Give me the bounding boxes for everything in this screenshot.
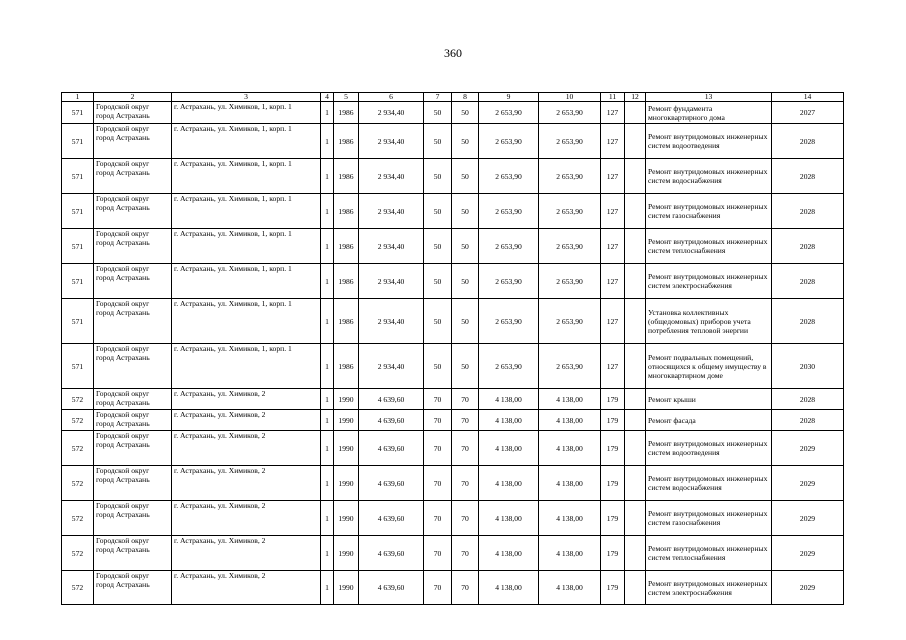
entrances-cell: 1 bbox=[321, 571, 334, 605]
c12-cell bbox=[625, 229, 646, 264]
row-number: 572 bbox=[62, 536, 94, 571]
table-row bbox=[62, 501, 844, 536]
district-cell: Городской округ город Астрахань bbox=[94, 501, 172, 536]
c9-cell: 4 138,00 bbox=[479, 571, 539, 605]
column-number: 3 bbox=[172, 93, 321, 102]
c10-cell: 4 138,00 bbox=[539, 501, 601, 536]
c8-cell: 50 bbox=[452, 344, 479, 389]
c9-cell: 2 653,90 bbox=[479, 159, 539, 194]
c10-cell: 4 138,00 bbox=[539, 466, 601, 501]
c7-cell: 50 bbox=[424, 344, 452, 389]
area-cell: 2 934,40 bbox=[359, 102, 424, 124]
row-number: 571 bbox=[62, 194, 94, 229]
address-cell: г. Астрахань, ул. Химиков, 1, корп. 1 bbox=[172, 229, 321, 264]
work-type-cell: Ремонт внутридомовых инженерных систем водоснабжения bbox=[646, 159, 772, 194]
column-number: 9 bbox=[479, 93, 539, 102]
c7-cell: 70 bbox=[424, 466, 452, 501]
year-cell: 1990 bbox=[334, 431, 359, 466]
address-cell: г. Астрахань, ул. Химиков, 2 bbox=[172, 501, 321, 536]
entrances-cell: 1 bbox=[321, 431, 334, 466]
entrances-cell: 1 bbox=[321, 124, 334, 159]
residents-cell: 179 bbox=[601, 389, 625, 410]
year-cell: 1990 bbox=[334, 410, 359, 431]
table-row bbox=[62, 102, 844, 124]
row-number: 571 bbox=[62, 124, 94, 159]
district-cell: Городской округ город Астрахань bbox=[94, 299, 172, 344]
work-type-cell: Ремонт внутридомовых инженерных систем газоснабжения bbox=[646, 194, 772, 229]
address-cell: г. Астрахань, ул. Химиков, 2 bbox=[172, 410, 321, 431]
c9-cell: 4 138,00 bbox=[479, 410, 539, 431]
table-row bbox=[62, 344, 844, 389]
c12-cell bbox=[625, 389, 646, 410]
c10-cell: 4 138,00 bbox=[539, 536, 601, 571]
row-number: 571 bbox=[62, 229, 94, 264]
row-number: 571 bbox=[62, 264, 94, 299]
c7-cell: 50 bbox=[424, 102, 452, 124]
work-type-cell: Ремонт фундамента многоквартирного дома bbox=[646, 102, 772, 124]
column-number: 6 bbox=[359, 93, 424, 102]
row-number: 572 bbox=[62, 431, 94, 466]
table-row bbox=[62, 466, 844, 501]
year-cell: 1986 bbox=[334, 102, 359, 124]
c12-cell bbox=[625, 299, 646, 344]
c10-cell: 2 653,90 bbox=[539, 344, 601, 389]
year-cell: 1990 bbox=[334, 466, 359, 501]
c9-cell: 4 138,00 bbox=[479, 536, 539, 571]
year-cell: 1986 bbox=[334, 229, 359, 264]
column-number: 11 bbox=[601, 93, 625, 102]
c9-cell: 4 138,00 bbox=[479, 466, 539, 501]
c9-cell: 2 653,90 bbox=[479, 102, 539, 124]
residents-cell: 127 bbox=[601, 344, 625, 389]
c7-cell: 50 bbox=[424, 159, 452, 194]
area-cell: 2 934,40 bbox=[359, 194, 424, 229]
table-row bbox=[62, 410, 844, 431]
c10-cell: 2 653,90 bbox=[539, 299, 601, 344]
c12-cell bbox=[625, 501, 646, 536]
row-number: 572 bbox=[62, 571, 94, 605]
district-cell: Городской округ город Астрахань bbox=[94, 536, 172, 571]
plan-year-cell: 2028 bbox=[772, 410, 844, 431]
address-cell: г. Астрахань, ул. Химиков, 1, корп. 1 bbox=[172, 124, 321, 159]
c12-cell bbox=[625, 159, 646, 194]
c9-cell: 2 653,90 bbox=[479, 299, 539, 344]
district-cell: Городской округ город Астрахань bbox=[94, 466, 172, 501]
table-row bbox=[62, 299, 844, 344]
c8-cell: 50 bbox=[452, 299, 479, 344]
c7-cell: 50 bbox=[424, 124, 452, 159]
residents-cell: 127 bbox=[601, 159, 625, 194]
residents-cell: 127 bbox=[601, 229, 625, 264]
area-cell: 4 639,60 bbox=[359, 466, 424, 501]
c9-cell: 2 653,90 bbox=[479, 344, 539, 389]
plan-year-cell: 2029 bbox=[772, 466, 844, 501]
residents-cell: 179 bbox=[601, 571, 625, 605]
address-cell: г. Астрахань, ул. Химиков, 1, корп. 1 bbox=[172, 159, 321, 194]
plan-year-cell: 2028 bbox=[772, 159, 844, 194]
plan-year-cell: 2028 bbox=[772, 194, 844, 229]
plan-year-cell: 2028 bbox=[772, 389, 844, 410]
c7-cell: 70 bbox=[424, 410, 452, 431]
area-cell: 2 934,40 bbox=[359, 159, 424, 194]
district-cell: Городской округ город Астрахань bbox=[94, 431, 172, 466]
c8-cell: 50 bbox=[452, 264, 479, 299]
capital-repair-table bbox=[61, 92, 844, 605]
entrances-cell: 1 bbox=[321, 536, 334, 571]
c12-cell bbox=[625, 466, 646, 501]
residents-cell: 127 bbox=[601, 102, 625, 124]
plan-year-cell: 2028 bbox=[772, 264, 844, 299]
area-cell: 4 639,60 bbox=[359, 389, 424, 410]
year-cell: 1990 bbox=[334, 389, 359, 410]
table-row bbox=[62, 264, 844, 299]
work-type-cell: Ремонт подвальных помещений, относящихся к общему имуществу в многоквартирном доме bbox=[646, 344, 772, 389]
c10-cell: 4 138,00 bbox=[539, 431, 601, 466]
residents-cell: 127 bbox=[601, 299, 625, 344]
c8-cell: 70 bbox=[452, 431, 479, 466]
year-cell: 1986 bbox=[334, 299, 359, 344]
entrances-cell: 1 bbox=[321, 194, 334, 229]
c8-cell: 70 bbox=[452, 410, 479, 431]
plan-year-cell: 2030 bbox=[772, 344, 844, 389]
district-cell: Городской округ город Астрахань bbox=[94, 344, 172, 389]
c10-cell: 2 653,90 bbox=[539, 229, 601, 264]
page-number: 360 bbox=[444, 46, 462, 60]
row-number: 571 bbox=[62, 159, 94, 194]
column-numbers-row bbox=[62, 93, 844, 102]
column-number: 4 bbox=[321, 93, 334, 102]
c10-cell: 2 653,90 bbox=[539, 194, 601, 229]
entrances-cell: 1 bbox=[321, 264, 334, 299]
area-cell: 2 934,40 bbox=[359, 264, 424, 299]
c8-cell: 70 bbox=[452, 466, 479, 501]
entrances-cell: 1 bbox=[321, 466, 334, 501]
year-cell: 1986 bbox=[334, 159, 359, 194]
entrances-cell: 1 bbox=[321, 159, 334, 194]
row-number: 572 bbox=[62, 410, 94, 431]
c7-cell: 70 bbox=[424, 431, 452, 466]
c10-cell: 2 653,90 bbox=[539, 124, 601, 159]
c8-cell: 50 bbox=[452, 159, 479, 194]
table-row bbox=[62, 124, 844, 159]
column-number: 12 bbox=[625, 93, 646, 102]
table-row bbox=[62, 194, 844, 229]
year-cell: 1986 bbox=[334, 264, 359, 299]
c12-cell bbox=[625, 102, 646, 124]
c10-cell: 2 653,90 bbox=[539, 264, 601, 299]
c8-cell: 70 bbox=[452, 501, 479, 536]
column-number: 13 bbox=[646, 93, 772, 102]
address-cell: г. Астрахань, ул. Химиков, 1, корп. 1 bbox=[172, 344, 321, 389]
table-row bbox=[62, 389, 844, 410]
residents-cell: 179 bbox=[601, 410, 625, 431]
c9-cell: 4 138,00 bbox=[479, 389, 539, 410]
district-cell: Городской округ город Астрахань bbox=[94, 194, 172, 229]
area-cell: 4 639,60 bbox=[359, 571, 424, 605]
address-cell: г. Астрахань, ул. Химиков, 2 bbox=[172, 431, 321, 466]
entrances-cell: 1 bbox=[321, 102, 334, 124]
c12-cell bbox=[625, 124, 646, 159]
address-cell: г. Астрахань, ул. Химиков, 1, корп. 1 bbox=[172, 102, 321, 124]
address-cell: г. Астрахань, ул. Химиков, 2 bbox=[172, 466, 321, 501]
work-type-cell: Ремонт внутридомовых инженерных систем водоотведения bbox=[646, 431, 772, 466]
column-number: 10 bbox=[539, 93, 601, 102]
plan-year-cell: 2027 bbox=[772, 102, 844, 124]
row-number: 571 bbox=[62, 102, 94, 124]
column-number: 5 bbox=[334, 93, 359, 102]
address-cell: г. Астрахань, ул. Химиков, 1, корп. 1 bbox=[172, 194, 321, 229]
c10-cell: 4 138,00 bbox=[539, 389, 601, 410]
c10-cell: 2 653,90 bbox=[539, 159, 601, 194]
residents-cell: 179 bbox=[601, 466, 625, 501]
table-row bbox=[62, 571, 844, 605]
column-number: 1 bbox=[62, 93, 94, 102]
table-row bbox=[62, 431, 844, 466]
c12-cell bbox=[625, 536, 646, 571]
area-cell: 2 934,40 bbox=[359, 124, 424, 159]
c8-cell: 50 bbox=[452, 102, 479, 124]
work-type-cell: Установка коллективных (общедомовых) приборов учета потребления тепловой энергии bbox=[646, 299, 772, 344]
c7-cell: 70 bbox=[424, 571, 452, 605]
residents-cell: 179 bbox=[601, 501, 625, 536]
entrances-cell: 1 bbox=[321, 389, 334, 410]
c12-cell bbox=[625, 344, 646, 389]
district-cell: Городской округ город Астрахань bbox=[94, 264, 172, 299]
entrances-cell: 1 bbox=[321, 229, 334, 264]
residents-cell: 179 bbox=[601, 536, 625, 571]
address-cell: г. Астрахань, ул. Химиков, 1, корп. 1 bbox=[172, 299, 321, 344]
entrances-cell: 1 bbox=[321, 344, 334, 389]
c7-cell: 70 bbox=[424, 501, 452, 536]
plan-year-cell: 2029 bbox=[772, 571, 844, 605]
c8-cell: 70 bbox=[452, 571, 479, 605]
address-cell: г. Астрахань, ул. Химиков, 2 bbox=[172, 536, 321, 571]
c7-cell: 50 bbox=[424, 229, 452, 264]
c10-cell: 4 138,00 bbox=[539, 410, 601, 431]
c10-cell: 4 138,00 bbox=[539, 571, 601, 605]
work-type-cell: Ремонт внутридомовых инженерных систем электроснабжения bbox=[646, 571, 772, 605]
c9-cell: 2 653,90 bbox=[479, 264, 539, 299]
area-cell: 4 639,60 bbox=[359, 410, 424, 431]
residents-cell: 127 bbox=[601, 124, 625, 159]
column-number: 14 bbox=[772, 93, 844, 102]
district-cell: Городской округ город Астрахань bbox=[94, 102, 172, 124]
area-cell: 4 639,60 bbox=[359, 431, 424, 466]
c7-cell: 70 bbox=[424, 536, 452, 571]
column-number: 7 bbox=[424, 93, 452, 102]
c9-cell: 2 653,90 bbox=[479, 124, 539, 159]
work-type-cell: Ремонт внутридомовых инженерных систем теплоснабжения bbox=[646, 229, 772, 264]
entrances-cell: 1 bbox=[321, 299, 334, 344]
row-number: 571 bbox=[62, 344, 94, 389]
year-cell: 1990 bbox=[334, 501, 359, 536]
plan-year-cell: 2028 bbox=[772, 229, 844, 264]
year-cell: 1990 bbox=[334, 571, 359, 605]
year-cell: 1986 bbox=[334, 124, 359, 159]
entrances-cell: 1 bbox=[321, 501, 334, 536]
table-row bbox=[62, 229, 844, 264]
c12-cell bbox=[625, 264, 646, 299]
c8-cell: 70 bbox=[452, 536, 479, 571]
c8-cell: 50 bbox=[452, 194, 479, 229]
work-type-cell: Ремонт фасада bbox=[646, 410, 772, 431]
district-cell: Городской округ город Астрахань bbox=[94, 229, 172, 264]
table-row bbox=[62, 159, 844, 194]
area-cell: 2 934,40 bbox=[359, 229, 424, 264]
district-cell: Городской округ город Астрахань bbox=[94, 124, 172, 159]
c7-cell: 50 bbox=[424, 299, 452, 344]
row-number: 571 bbox=[62, 299, 94, 344]
work-type-cell: Ремонт внутридомовых инженерных систем электроснабжения bbox=[646, 264, 772, 299]
area-cell: 2 934,40 bbox=[359, 344, 424, 389]
c9-cell: 2 653,90 bbox=[479, 194, 539, 229]
c9-cell: 4 138,00 bbox=[479, 431, 539, 466]
entrances-cell: 1 bbox=[321, 410, 334, 431]
residents-cell: 179 bbox=[601, 431, 625, 466]
address-cell: г. Астрахань, ул. Химиков, 2 bbox=[172, 571, 321, 605]
address-cell: г. Астрахань, ул. Химиков, 2 bbox=[172, 389, 321, 410]
c8-cell: 50 bbox=[452, 124, 479, 159]
c12-cell bbox=[625, 431, 646, 466]
work-type-cell: Ремонт внутридомовых инженерных систем теплоснабжения bbox=[646, 536, 772, 571]
plan-year-cell: 2028 bbox=[772, 124, 844, 159]
residents-cell: 127 bbox=[601, 194, 625, 229]
c10-cell: 2 653,90 bbox=[539, 102, 601, 124]
c7-cell: 50 bbox=[424, 194, 452, 229]
plan-year-cell: 2029 bbox=[772, 501, 844, 536]
year-cell: 1986 bbox=[334, 344, 359, 389]
area-cell: 4 639,60 bbox=[359, 536, 424, 571]
work-type-cell: Ремонт внутридомовых инженерных систем газоснабжения bbox=[646, 501, 772, 536]
c9-cell: 2 653,90 bbox=[479, 229, 539, 264]
district-cell: Городской округ город Астрахань bbox=[94, 410, 172, 431]
district-cell: Городской округ город Астрахань bbox=[94, 389, 172, 410]
c12-cell bbox=[625, 571, 646, 605]
district-cell: Городской округ город Астрахань bbox=[94, 571, 172, 605]
district-cell: Городской округ город Астрахань bbox=[94, 159, 172, 194]
plan-year-cell: 2029 bbox=[772, 431, 844, 466]
work-type-cell: Ремонт внутридомовых инженерных систем водоснабжения bbox=[646, 466, 772, 501]
c7-cell: 70 bbox=[424, 389, 452, 410]
c8-cell: 70 bbox=[452, 389, 479, 410]
year-cell: 1986 bbox=[334, 194, 359, 229]
work-type-cell: Ремонт внутридомовых инженерных систем водоотведения bbox=[646, 124, 772, 159]
c7-cell: 50 bbox=[424, 264, 452, 299]
column-number: 2 bbox=[94, 93, 172, 102]
row-number: 572 bbox=[62, 501, 94, 536]
plan-year-cell: 2029 bbox=[772, 536, 844, 571]
plan-year-cell: 2028 bbox=[772, 299, 844, 344]
table-row bbox=[62, 536, 844, 571]
row-number: 572 bbox=[62, 389, 94, 410]
c12-cell bbox=[625, 410, 646, 431]
area-cell: 4 639,60 bbox=[359, 501, 424, 536]
residents-cell: 127 bbox=[601, 264, 625, 299]
column-number: 8 bbox=[452, 93, 479, 102]
row-number: 572 bbox=[62, 466, 94, 501]
c8-cell: 50 bbox=[452, 229, 479, 264]
area-cell: 2 934,40 bbox=[359, 299, 424, 344]
work-type-cell: Ремонт крыши bbox=[646, 389, 772, 410]
c9-cell: 4 138,00 bbox=[479, 501, 539, 536]
year-cell: 1990 bbox=[334, 536, 359, 571]
c12-cell bbox=[625, 194, 646, 229]
address-cell: г. Астрахань, ул. Химиков, 1, корп. 1 bbox=[172, 264, 321, 299]
